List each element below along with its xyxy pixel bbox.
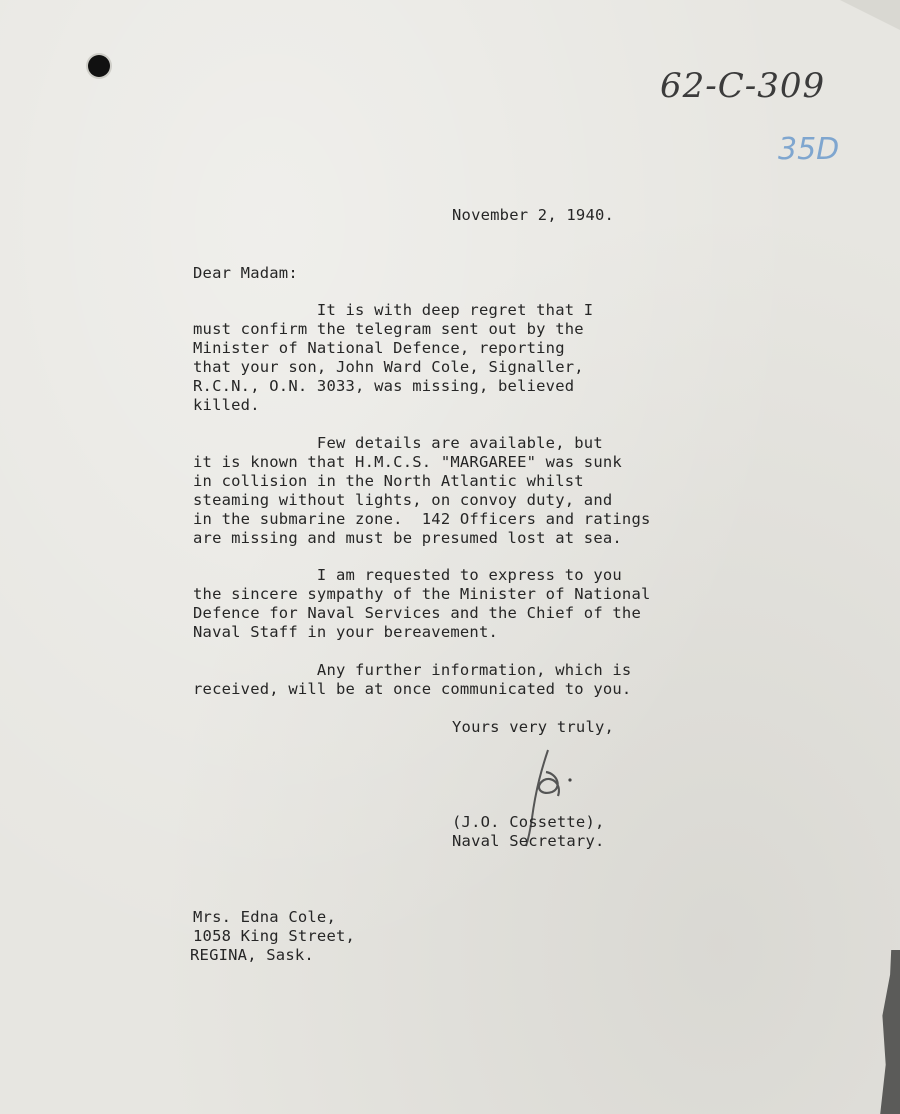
address-line-2: 1058 King Street,	[193, 927, 356, 945]
address-line-1: Mrs. Edna Cole,	[193, 908, 336, 926]
signer-name: (J.O. Cossette),	[452, 813, 605, 831]
paragraph-1-line-6: killed.	[193, 396, 260, 414]
signer-title: Naval Secretary.	[452, 832, 605, 850]
paragraph-1-line-2: must confirm the telegram sent out by the	[193, 320, 584, 338]
paragraph-3-line-1: I am requested to express to you	[193, 566, 622, 584]
paragraph-3-line-2: the sincere sympathy of the Minister of National	[193, 585, 651, 603]
torn-edge	[878, 950, 900, 1114]
paragraph-2-line-1: Few details are available, but	[193, 434, 603, 452]
letter-date: November 2, 1940.	[452, 206, 615, 224]
address-line-3: REGINA, Sask.	[190, 946, 314, 964]
salutation: Dear Madam:	[193, 264, 298, 282]
paragraph-4-line-2: received, will be at once communicated to you.	[193, 680, 632, 698]
paragraph-2-line-6: are missing and must be presumed lost at sea.	[193, 529, 622, 547]
paragraph-2-line-3: in collision in the North Atlantic whilst	[193, 472, 584, 490]
paragraph-2-line-5: in the submarine zone. 142 Officers and ratings	[193, 510, 651, 528]
paragraph-1-line-4: that your son, John Ward Cole, Signaller,	[193, 358, 584, 376]
paragraph-1-line-3: Minister of National Defence, reporting	[193, 339, 565, 357]
paragraph-2-line-2: it is known that H.M.C.S. "MARGAREE" was sunk	[193, 453, 622, 471]
punch-hole	[88, 55, 110, 77]
paragraph-1-line-5: R.C.N., O.N. 3033, was missing, believed	[193, 377, 575, 395]
closing: Yours very truly,	[452, 718, 615, 736]
paragraph-2-line-4: steaming without lights, on convoy duty, and	[193, 491, 613, 509]
paragraph-4-line-1: Any further information, which is	[193, 661, 632, 679]
handwritten-blue-mark: 35D	[778, 132, 840, 167]
page-corner	[840, 0, 900, 30]
paragraph-3-line-3: Defence for Naval Services and the Chief of the	[193, 604, 641, 622]
paragraph-1-line-1: It is with deep regret that I	[193, 301, 594, 319]
paragraph-3-line-4: Naval Staff in your bereavement.	[193, 623, 499, 641]
handwritten-file-number: 62-C-309	[660, 66, 826, 106]
